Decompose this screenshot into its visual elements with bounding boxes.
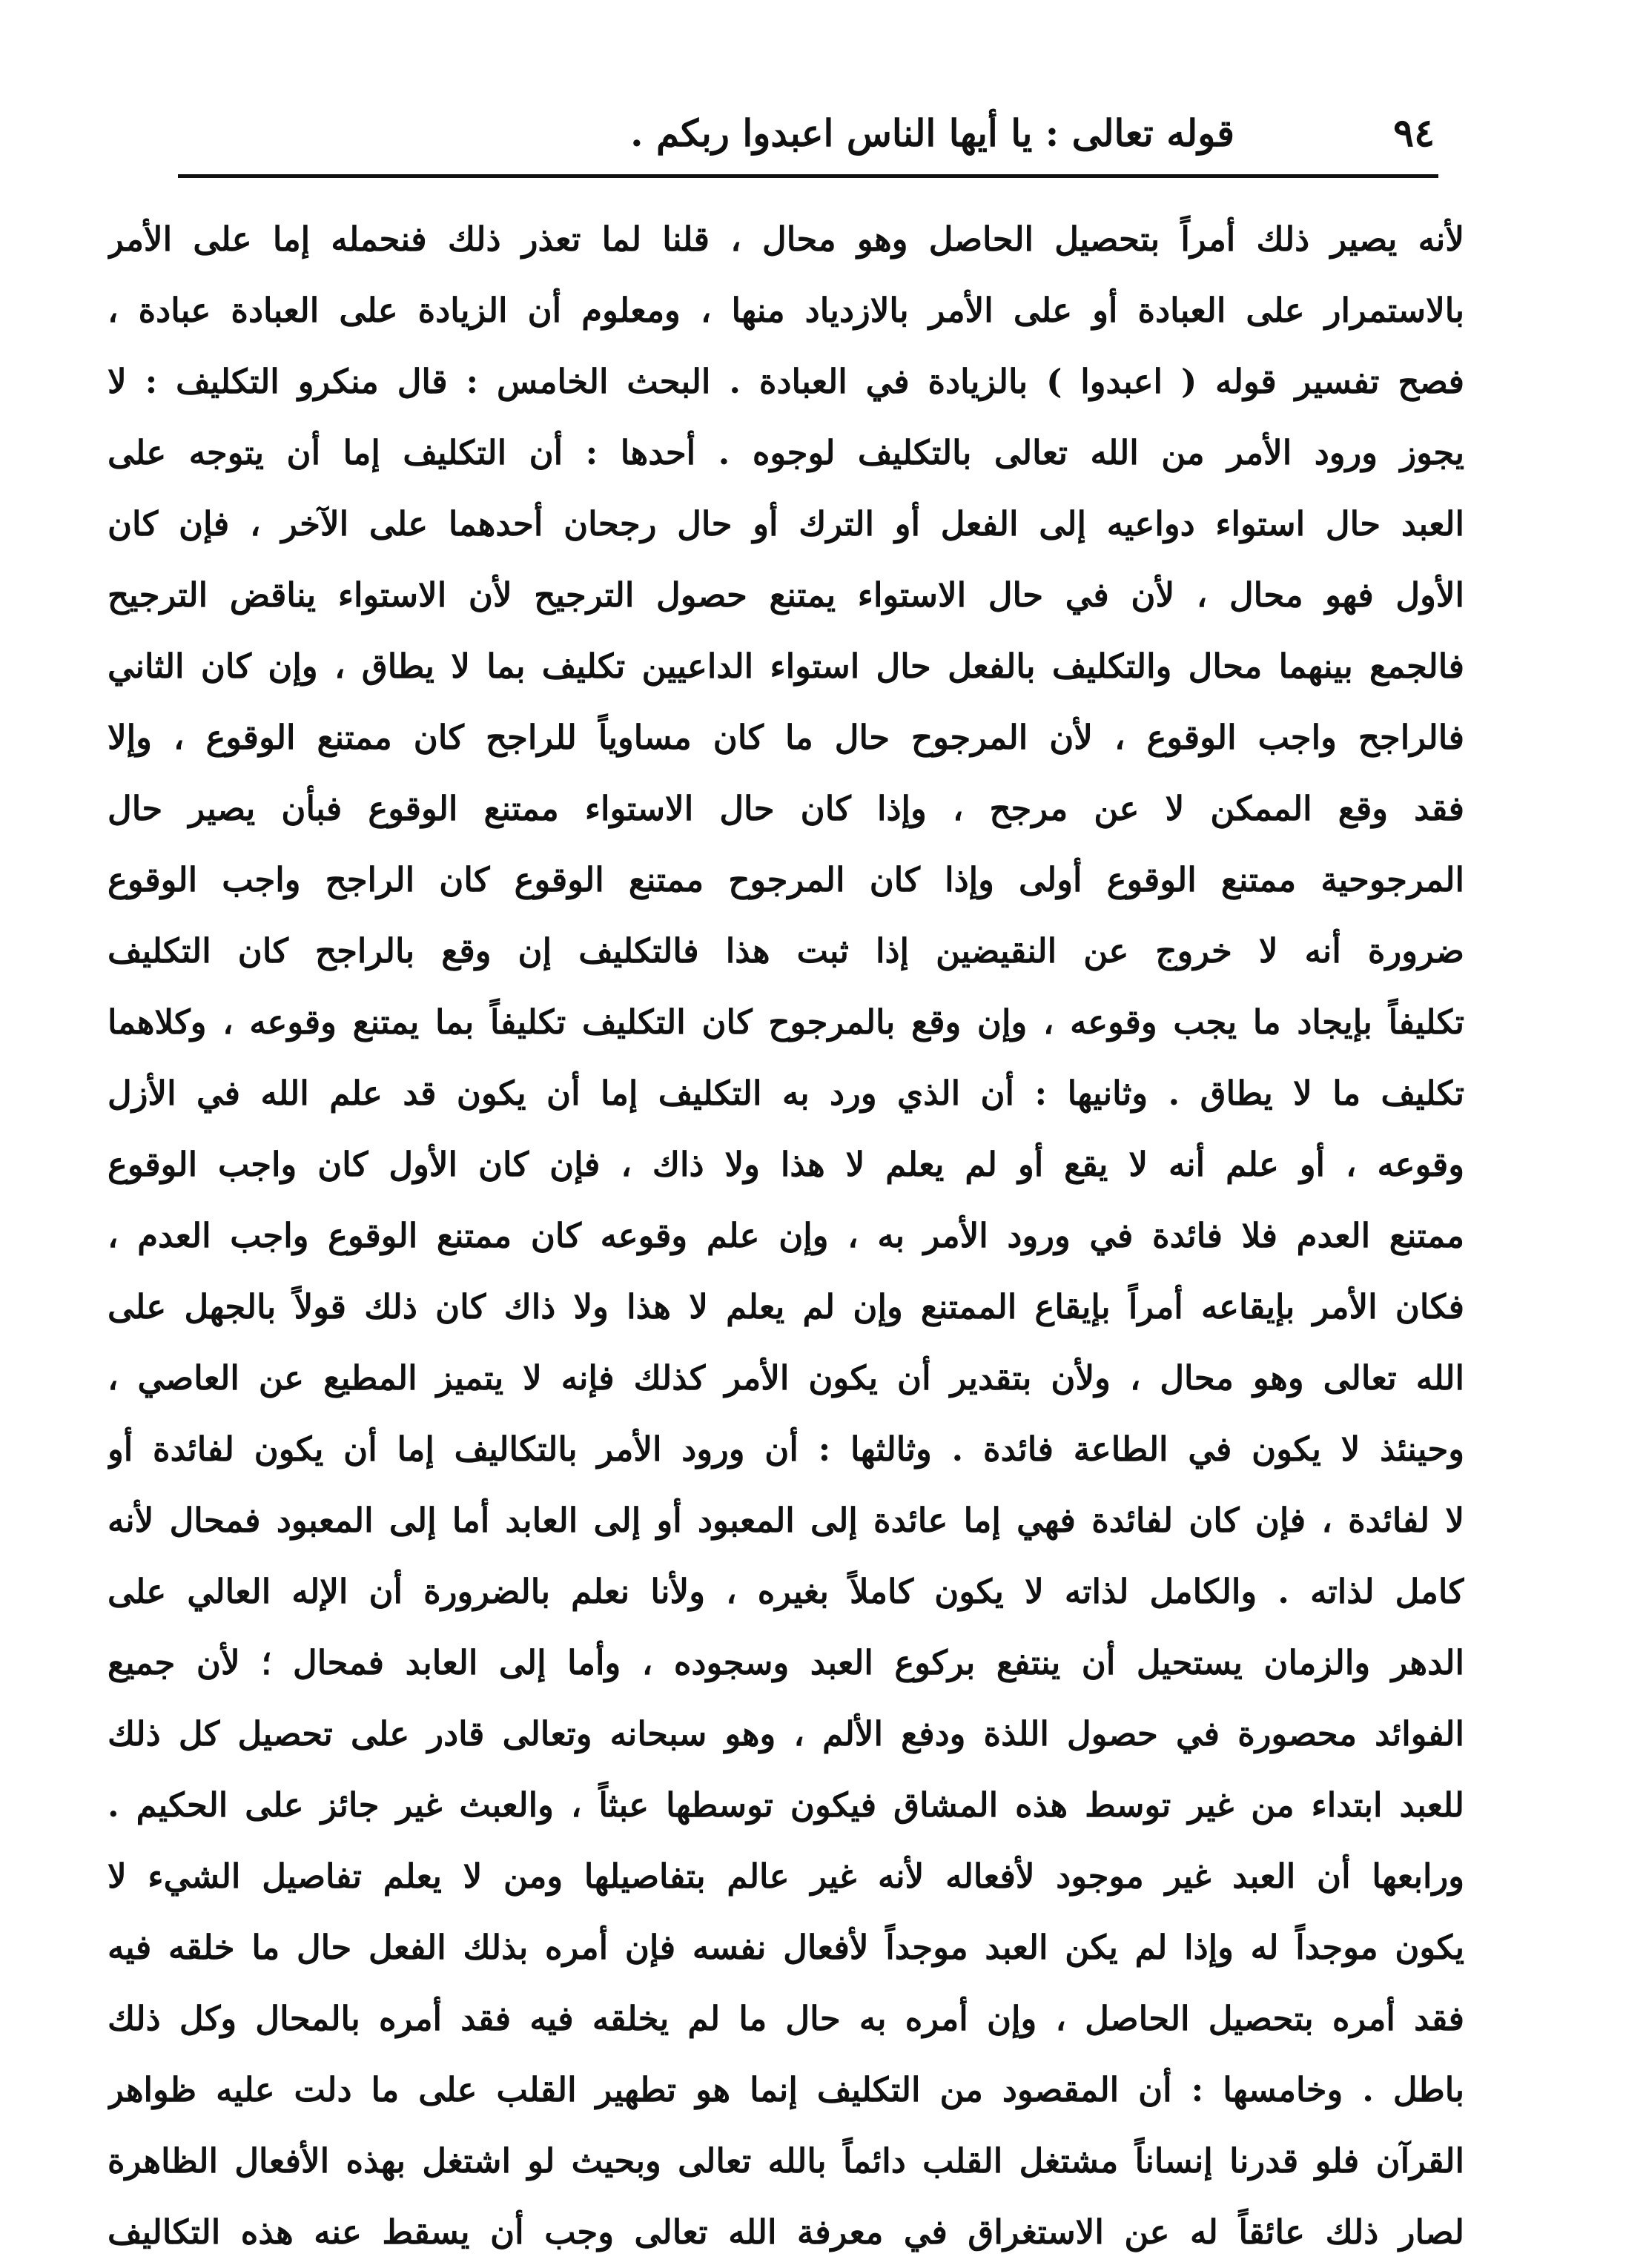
text-line: بالاستمرار على العبادة أو على الأمر بالازدياد منها ، ومعلوم أن الزيادة على العبادة عبادة ،	[108, 291, 1464, 330]
text-line: يجوز ورود الأمر من الله تعالى بالتكليف لوجوه . أحدها : أن التكليف إما أن يتوجه على	[108, 433, 1464, 472]
text-line: الله تعالى وهو محال ، ولأن بتقدير أن يكون الأمر كذلك فإنه لا يتميز المطيع عن العاصي ،	[108, 1358, 1464, 1398]
text-line: فكان الأمر بإيقاعه أمراً بإيقاع الممتنع وإن لم يعلم لا هذا ولا ذاك كان ذلك قولاً بالجهل على	[108, 1287, 1464, 1326]
text-line: فقد وقع الممكن لا عن مرجح ، وإذا كان حال الاستواء ممتنع الوقوع فبأن يصير حال	[108, 789, 1464, 828]
text-line: فقد أمره بتحصيل الحاصل ، وإن أمره به حال ما لم يخلقه فيه فقد أمره بالمحال وكل ذلك	[108, 1999, 1464, 2038]
page-header	[119, 104, 1435, 163]
text-line: ورابعها أن العبد غير موجود لأفعاله لأنه غير عالم بتفاصيلها ومن لا يعلم تفاصيل الشيء لا	[108, 1857, 1464, 1896]
text-line: العبد حال استواء دواعيه إلى الفعل أو الترك أو حال رجحان أحدهما على الآخر ، فإن كان	[108, 504, 1464, 543]
text-line: الدهر والزمان يستحيل أن ينتفع بركوع العبد وسجوده ، وأما إلى العابد فمحال ؛ لأن جميع	[108, 1643, 1464, 1682]
text-line: فالراجح واجب الوقوع ، لأن المرجوح حال ما كان مساوياً للراجح كان ممتنع الوقوع ، وإلا	[108, 718, 1464, 757]
text-line: المرجوحية ممتنع الوقوع أولى وإذا كان المرجوح ممتنع الوقوع كان الراجح واجب الوقوع	[108, 860, 1464, 899]
text-line: للعبد ابتداء من غير توسط هذه المشاق فيكون توسطها عبثاً ، والعبث غير جائز على الحكيم .	[108, 1785, 1464, 1825]
text-line: وحينئذ لا يكون في الطاعة فائدة . وثالثها : أن ورود الأمر بالتكاليف إما أن يكون لفائدة أو	[108, 1429, 1464, 1469]
text-line: باطل . وخامسها : أن المقصود من التكليف إنما هو تطهير القلب على ما دلت عليه ظواهر	[108, 2070, 1464, 2109]
text-line: فصح تفسير قوله ( اعبدوا ) بالزيادة في العبادة . البحث الخامس : قال منكرو التكليف : لا	[108, 362, 1464, 401]
text-line: ضرورة أنه لا خروج عن النقيضين إذا ثبت هذا فالتكليف إن وقع بالراجح كان التكليف	[108, 931, 1464, 971]
text-line: الفوائد محصورة في حصول اللذة ودفع الألم ، وهو سبحانه وتعالى قادر على تحصيل كل ذلك	[108, 1714, 1464, 1753]
text-line: الأول فهو محال ، لأن في حال الاستواء يمتنع حصول الترجيح لأن الاستواء يناقض الترجيح	[108, 575, 1464, 615]
running-title: قوله تعالى : يا أيها الناس اعبدوا ربكم .	[630, 111, 1234, 155]
text-line: يكون موجداً له وإذا لم يكن العبد موجداً لأفعال نفسه فإن أمره بذلك الفعل حال ما خلقه فيه	[108, 1928, 1464, 1967]
page-number: ٩٤	[1393, 110, 1435, 156]
text-line: فالجمع بينهما محال والتكليف بالفعل حال استواء الداعيين تكليف بما لا يطاق ، وإن كان الثاني	[108, 647, 1464, 686]
text-line: لصار ذلك عائقاً له عن الاستغراق في معرفة الله تعالى وجب أن يسقط عنه هذه التكاليف	[108, 2212, 1464, 2252]
text-line: لا لفائدة ، فإن كان لفائدة فهي إما عائدة إلى المعبود أو إلى العابد أما إلى المعبود فمحال لأنه	[108, 1501, 1464, 1540]
text-line: كامل لذاته . والكامل لذاته لا يكون كاملاً بغيره ، ولأنا نعلم بالضرورة أن الإله العالي على	[108, 1572, 1464, 1611]
text-line: وقوعه ، أو علم أنه لا يقع أو لم يعلم لا هذا ولا ذاك ، فإن كان الأول كان واجب الوقوع	[108, 1145, 1464, 1184]
text-line: القرآن فلو قدرنا إنساناً مشتغل القلب دائماً بالله تعالى وبحيث لو اشتغل بهذه الأفعال الظاهرة	[108, 2141, 1464, 2181]
body-text	[108, 204, 1464, 2268]
text-line: تكليفاً بإيجاد ما يجب وقوعه ، وإن وقع بالمرجوح كان التكليف تكليفاً بما يمتنع وقوعه ، وكلاهما	[108, 1002, 1464, 1042]
text-line: لأنه يصير ذلك أمراً بتحصيل الحاصل وهو محال ، قلنا لما تعذر ذلك فنحمله إما على الأمر	[108, 219, 1464, 259]
text-line: تكليف ما لا يطاق . وثانيها : أن الذي ورد به التكليف إما أن يكون قد علم الله في الأزل	[108, 1074, 1464, 1113]
header-rule	[178, 174, 1438, 178]
text-line: ممتنع العدم فلا فائدة في ورود الأمر به ، وإن علم وقوعه كان ممتنع الوقوع واجب العدم ،	[108, 1216, 1464, 1255]
